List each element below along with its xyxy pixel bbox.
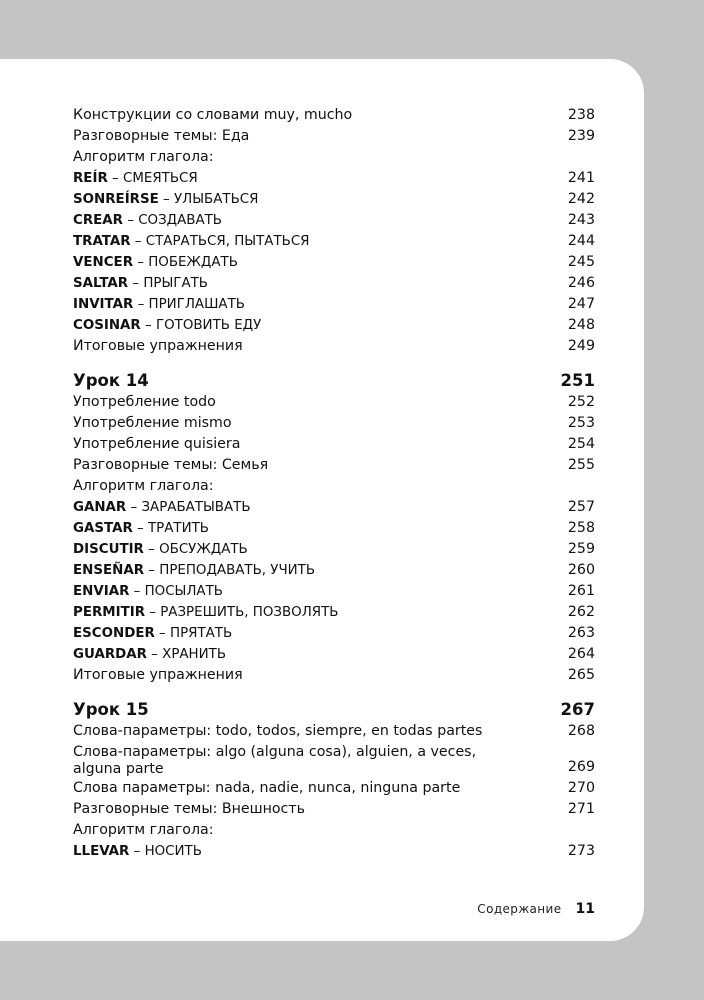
toc-entry xyxy=(73,315,595,336)
toc-entry xyxy=(73,336,595,357)
verb-meaning: ТРАТИТЬ xyxy=(148,521,209,536)
verb-name: GANAR xyxy=(73,500,127,515)
toc-entry xyxy=(73,799,595,820)
verb-name: INVITAR xyxy=(73,297,134,312)
toc-entry-title xyxy=(73,539,248,560)
toc-entry-page: 263 xyxy=(567,625,595,641)
toc-entry xyxy=(73,126,595,147)
toc-entry xyxy=(73,189,595,210)
toc-section-previous xyxy=(73,105,595,357)
book-page xyxy=(0,59,644,941)
page-footer xyxy=(477,901,595,917)
toc-entry-title xyxy=(73,315,261,336)
verb-separator: – xyxy=(143,542,160,557)
toc-entry xyxy=(73,497,595,518)
verb-separator: – xyxy=(122,213,139,228)
verb-meaning: УЛЫБАТЬСЯ xyxy=(174,192,259,207)
verb-meaning: ХРАНИТЬ xyxy=(162,647,227,662)
verb-separator: – xyxy=(133,297,149,312)
toc-entry-page: 262 xyxy=(567,604,595,620)
toc-entry xyxy=(73,105,595,126)
toc-entry-title xyxy=(73,210,222,231)
toc-entry-title: Слова параметры: nada, nadie, nunca, ninguna parte xyxy=(73,780,461,796)
toc-entry-page: 259 xyxy=(567,541,595,557)
toc-entry xyxy=(73,294,595,315)
toc-entry-page: 264 xyxy=(567,646,595,662)
toc-entry xyxy=(73,721,595,742)
toc-entry-page: 265 xyxy=(567,667,595,683)
verb-name: SALTAR xyxy=(73,276,129,291)
verb-meaning: ОБСУЖДАТЬ xyxy=(159,542,248,557)
toc-entry xyxy=(73,778,595,799)
toc-entry xyxy=(73,539,595,560)
lesson-page: 267 xyxy=(560,700,595,719)
toc-entry-page: 268 xyxy=(567,723,595,739)
toc-entry-page: 252 xyxy=(567,394,595,410)
lesson-title: Урок 14 xyxy=(73,371,149,390)
toc-entry-title xyxy=(73,623,232,644)
verb-separator: – xyxy=(130,234,146,249)
toc-entry-title xyxy=(73,231,309,252)
toc-entry-title: Конструкции со словами muy, mucho xyxy=(73,107,353,123)
verb-separator: – xyxy=(146,647,163,662)
toc-entry xyxy=(73,581,595,602)
verb-name: GUARDAR xyxy=(73,647,147,662)
table-of-contents xyxy=(73,105,595,862)
toc-entry-page: 245 xyxy=(567,254,595,270)
toc-entry xyxy=(73,147,595,168)
toc-entry-title: Разговорные темы: Семья xyxy=(73,457,269,473)
toc-section-lesson-14 xyxy=(73,392,595,686)
toc-entry-page: 261 xyxy=(567,583,595,599)
toc-entry-title xyxy=(73,497,251,518)
toc-entry-page: 246 xyxy=(567,275,595,291)
toc-entry xyxy=(73,476,595,497)
toc-entry-title: Употребление mismo xyxy=(73,415,232,431)
toc-entry-title xyxy=(73,560,315,581)
toc-entry-title xyxy=(73,644,226,665)
verb-separator: – xyxy=(132,521,148,536)
toc-entry-title: Итоговые упражнения xyxy=(73,338,243,354)
toc-entry xyxy=(73,820,595,841)
verb-name: TRATAR xyxy=(73,234,131,249)
verb-separator: – xyxy=(107,171,123,186)
toc-entry-page: 255 xyxy=(567,457,595,473)
verb-name: ESCONDER xyxy=(73,626,155,641)
toc-entry-title: Алгоритм глагола: xyxy=(73,478,214,494)
verb-meaning: ГОТОВИТЬ ЕДУ xyxy=(155,318,262,333)
page-number: 11 xyxy=(575,901,595,917)
toc-entry-title: Слова-параметры: todo, todos, siempre, en todas partes xyxy=(73,723,483,739)
verb-separator: – xyxy=(129,584,145,599)
verb-separator: – xyxy=(133,255,149,270)
toc-entry-page: 253 xyxy=(567,415,595,431)
verb-separator: – xyxy=(129,844,145,859)
footer-section-label: Содержание xyxy=(477,902,562,916)
toc-entry-page: 241 xyxy=(567,170,595,186)
verb-name: REÍR xyxy=(73,171,108,186)
lesson-title: Урок 15 xyxy=(73,700,149,719)
toc-entry-page: 254 xyxy=(567,436,595,452)
verb-separator: – xyxy=(140,318,156,333)
toc-entry-title: Разговорные темы: Внешность xyxy=(73,801,305,817)
verb-separator: – xyxy=(154,626,171,641)
toc-entry xyxy=(73,273,595,294)
verb-meaning: НОСИТЬ xyxy=(144,844,202,859)
toc-entry-page: 258 xyxy=(567,520,595,536)
toc-entry xyxy=(73,231,595,252)
toc-entry-page: 243 xyxy=(567,212,595,228)
toc-entry xyxy=(73,623,595,644)
toc-entry-title xyxy=(73,252,238,273)
verb-name: PERMITIR xyxy=(73,605,146,620)
verb-meaning: ПОБЕЖДАТЬ xyxy=(148,255,238,270)
verb-meaning: ПРЫГАТЬ xyxy=(143,276,208,291)
toc-entry-page: 247 xyxy=(567,296,595,312)
toc-entry-page: 260 xyxy=(567,562,595,578)
toc-entry-page: 238 xyxy=(567,107,595,123)
toc-entry-title xyxy=(73,581,223,602)
verb-name: CREAR xyxy=(73,213,123,228)
toc-entry xyxy=(73,392,595,413)
toc-entry-title: Алгоритм глагола: xyxy=(73,822,214,838)
toc-entry-title: Употребление quisiera xyxy=(73,436,241,452)
verb-meaning: СМЕЯТЬСЯ xyxy=(122,171,198,186)
toc-entry xyxy=(73,210,595,231)
toc-section-lesson-15 xyxy=(73,721,595,862)
toc-entry-title: Разговорные темы: Еда xyxy=(73,128,250,144)
verb-name: GASTAR xyxy=(73,521,133,536)
toc-entry-title: Употребление todo xyxy=(73,394,216,410)
verb-separator: – xyxy=(144,563,160,578)
verb-meaning: ПРИГЛАШАТЬ xyxy=(148,297,245,312)
toc-entry xyxy=(73,841,595,862)
toc-entry xyxy=(73,252,595,273)
toc-entry xyxy=(73,644,595,665)
verb-separator: – xyxy=(126,500,142,515)
verb-meaning: ПОСЫЛАТЬ xyxy=(144,584,223,599)
verb-name: ENSEÑAR xyxy=(73,563,145,578)
toc-entry-title: Слова-параметры: algo (alguna cosa), alguien, a veces, alguna parte xyxy=(73,744,477,777)
verb-name: ENVIAR xyxy=(73,584,130,599)
toc-entry-title xyxy=(73,841,202,862)
toc-entry xyxy=(73,413,595,434)
lesson-heading-14 xyxy=(73,370,595,392)
toc-entry xyxy=(73,518,595,539)
verb-meaning: РАЗРЕШИТЬ, ПОЗВОЛЯТЬ xyxy=(160,605,339,620)
verb-meaning: ЗАРАБАТЫВАТЬ xyxy=(141,500,251,515)
toc-entry-title xyxy=(73,189,258,210)
lesson-page: 251 xyxy=(560,371,595,390)
verb-separator: – xyxy=(128,276,144,291)
toc-entry-title xyxy=(73,273,208,294)
toc-entry-page: 244 xyxy=(567,233,595,249)
verb-name: VENCER xyxy=(73,255,134,270)
toc-entry-page: 273 xyxy=(567,843,595,859)
toc-entry xyxy=(73,168,595,189)
toc-entry xyxy=(73,434,595,455)
toc-entry-page: 257 xyxy=(567,499,595,515)
toc-entry-title: Итоговые упражнения xyxy=(73,667,243,683)
verb-separator: – xyxy=(158,192,174,207)
toc-entry xyxy=(73,665,595,686)
verb-meaning: ПРЕПОДАВАТЬ, УЧИТЬ xyxy=(159,563,316,578)
verb-name: SONREÍRSE xyxy=(73,192,159,207)
toc-entry-page: 242 xyxy=(567,191,595,207)
toc-entry-title xyxy=(73,168,198,189)
toc-entry-page: 271 xyxy=(567,801,595,817)
verb-meaning: СОЗДАВАТЬ xyxy=(138,213,222,228)
toc-entry xyxy=(73,455,595,476)
toc-entry-title xyxy=(73,294,245,315)
toc-entry xyxy=(73,742,595,778)
toc-entry-page: 270 xyxy=(567,780,595,796)
toc-entry-title: Алгоритм глагола: xyxy=(73,149,214,165)
toc-entry-page: 269 xyxy=(567,759,595,775)
toc-entry-title xyxy=(73,602,338,623)
verb-name: LLEVAR xyxy=(73,844,130,859)
lesson-heading-15 xyxy=(73,699,595,721)
verb-separator: – xyxy=(145,605,161,620)
toc-entry xyxy=(73,602,595,623)
verb-meaning: ПРЯТАТЬ xyxy=(170,626,233,641)
toc-entry-page: 248 xyxy=(567,317,595,333)
verb-name: COSINAR xyxy=(73,318,141,333)
verb-name: DISCUTIR xyxy=(73,542,144,557)
toc-entry-page: 239 xyxy=(567,128,595,144)
toc-entry-title xyxy=(73,518,209,539)
toc-entry-page: 249 xyxy=(567,338,595,354)
verb-meaning: СТАРАТЬСЯ, ПЫТАТЬСЯ xyxy=(145,234,310,249)
toc-entry xyxy=(73,560,595,581)
